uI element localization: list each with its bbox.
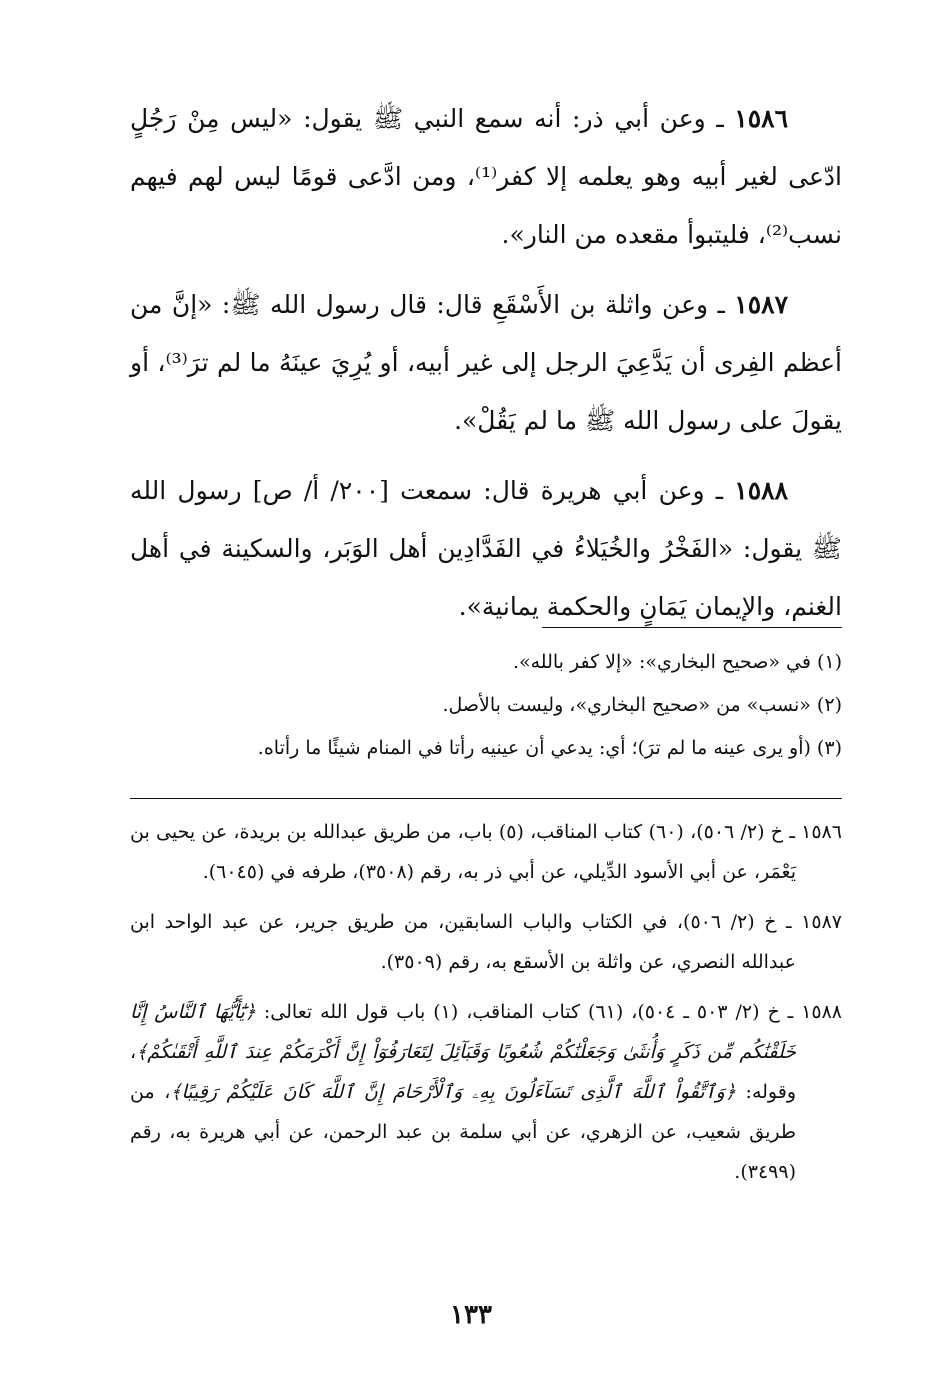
footnote-1: (١) في «صحيح البخاري»: «إلا كفر بالله». (512, 651, 842, 673)
hadith-text: ـ وعن واثلة بن الأَسْقَعِ قال: قال رسول الله ﷺ: «إنَّ من أعظم الفِرى أن يَدَّعِيَ الرجل إلى غير أبيه، أو يُرِيَ عينَهُ ما لم ترَ⁽³⁾، أو يقولَ على رسول الله ﷺ ما لم يَقُلْ». (130, 290, 842, 435)
takhrij-text: ١٥٨٨ ـ خ (٢/ ٥٠٣ ـ ٥٠٤)، (٦١) كتاب المناقب، (١) باب قول الله تعالى: (255, 1001, 843, 1023)
hadith-number: ١٥٨٦ (734, 104, 788, 133)
hadith-text: ـ وعن أبي ذر: أنه سمع النبي ﷺ يقول: «ليس مِنْ رَجُلٍ ادّعى لغير أبيه وهو يعلمه إلا كفر⁽¹⁾، ومن ادَّعى قومًا ليس لهم فيهم نسب⁽²⁾، فليتبوأ مقعده من النار». (130, 104, 843, 249)
footnote-2: (٢) «نسب» من «صحيح البخاري»، وليست بالأصل. (442, 694, 842, 716)
footnote-3: (٣) (أو يرى عينه ما لم ترَ)؛ أي: يدعي أن عينيه رأتا في المنام شيئًا ما رأتاه. (257, 737, 842, 759)
hadith-1586 (130, 90, 842, 264)
takhrij-text: ، وقوله: (130, 1041, 796, 1103)
main-text (130, 90, 842, 648)
hadith-1587 (130, 276, 842, 450)
footnote-divider (542, 627, 842, 628)
page-number: ١٣٣ (450, 1300, 492, 1330)
takhrij-1586: ١٥٨٦ ـ خ (٢/ ٥٠٦)، (٦٠) كتاب المناقب، (٥) باب، من طريق عبدالله بن بريدة، عن يحيى بن يَعْمَر، عن أبي الأسود الدِّيلي، عن أبي ذر به، رقم (٣٥٠٨)، طرفه في (٦٠٤٥). (130, 821, 842, 883)
takhrij-1588 (130, 992, 842, 1192)
quran-verse: ﴿وَٱتَّقُواْ ٱللَّهَ ٱلَّذِى تَسَآءَلُونَ بِهِۦ وَٱلْأَرْحَامَ إِنَّ ٱللَّهَ كَانَ عَلَيْكُمْ رَقِيبًا﴾ (170, 1081, 736, 1103)
hadith-text: ـ وعن أبي هريرة قال: سمعت [٢٠٠/ أ/ ص] رسول الله ﷺ يقول: «الفَخْرُ والخُيَلاءُ في الفَدَّادِين أهل الوَبَر، والسكينة في أهل الغنم، والإيمان يَمَانٍ والحكمة يمانية». (130, 476, 842, 621)
takhrij-1587: ١٥٨٧ ـ خ (٢/ ٥٠٦)، في الكتاب والباب السابقين، من طريق جرير، عن عبد الواحد ابن عبدالله النصري، عن واثلة بن الأسقع به، رقم (٣٥٠٩). (130, 911, 842, 973)
takhrij-text: ، من طريق شعيب، عن الزهري، عن أبي سلمة بن عبد الرحمن، عن أبي هريرة به، رقم (٣٤٩٩). (130, 1081, 796, 1183)
hadith-number: ١٥٨٨ (734, 476, 788, 505)
takhrij-section (130, 812, 842, 1202)
quran-verse: ﴿يَٰٓأَيُّهَا ٱلنَّاسُ إِنَّا خَلَقْنَٰكُم مِّن ذَكَرٍ وَأُنثَىٰ وَجَعَلْنَٰكُمْ شُعُوبًا وَقَبَآئِلَ لِتَعَارَفُوٓاْ إِنَّ أَكْرَمَكُمْ عِندَ ٱللَّهِ أَتْقَىٰكُمْ﴾ (130, 1001, 796, 1063)
hadith-number: ١٥٨٧ (734, 290, 788, 319)
footnotes (130, 643, 842, 772)
hadith-1588 (130, 462, 842, 636)
takhrij-divider (130, 798, 842, 799)
